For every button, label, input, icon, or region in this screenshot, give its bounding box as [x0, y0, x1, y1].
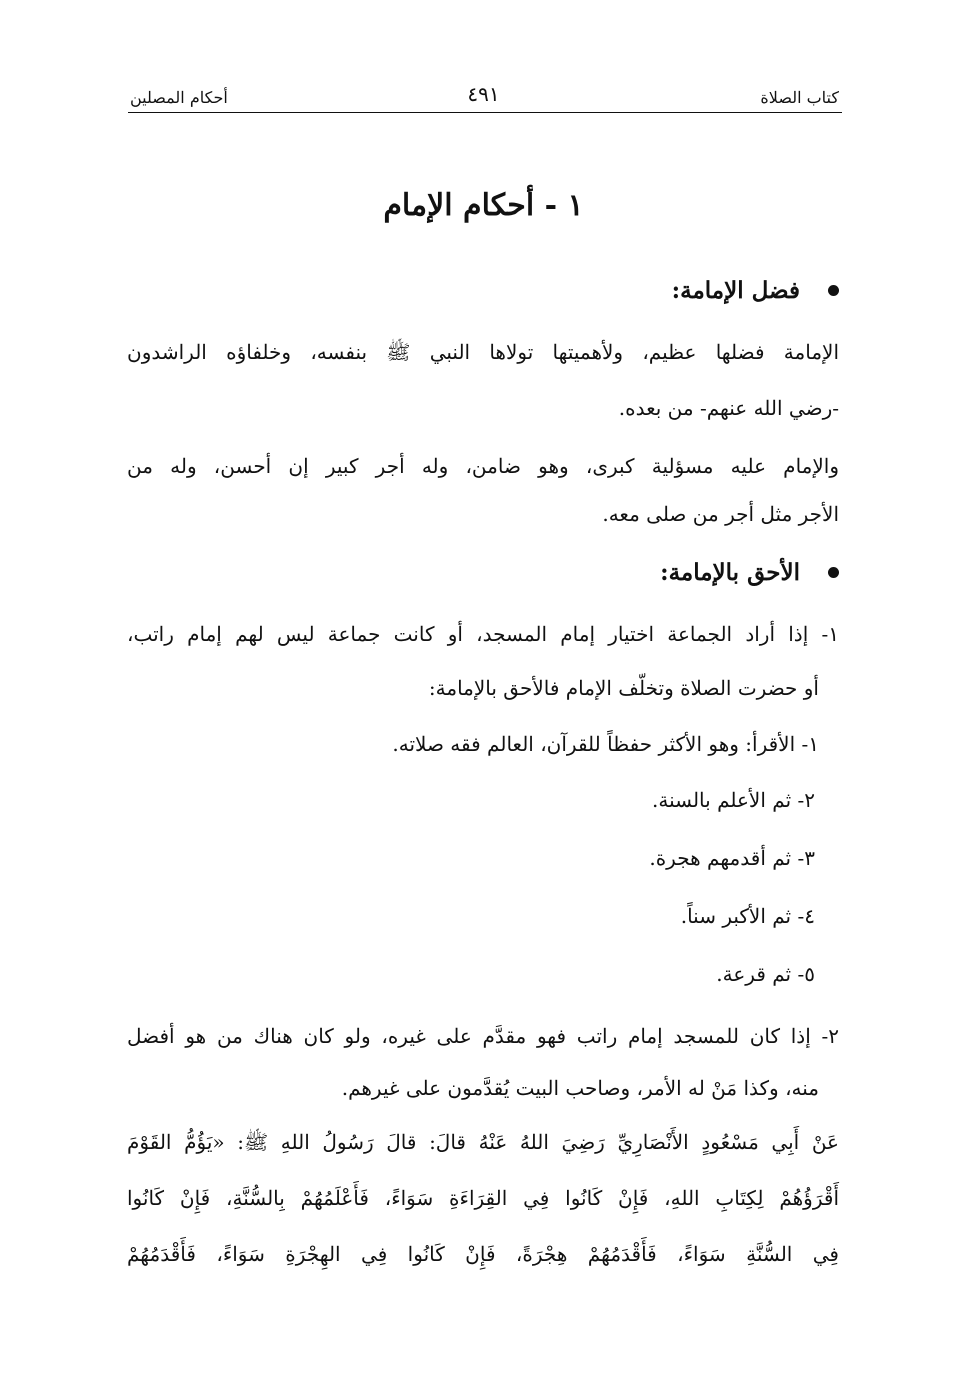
- hadith-line: عَنْ أَبِي مَسْعُودٍ الأَنْصَارِيِّ رَضِيَ اللهُ عَنْهُ قالَ: قالَ رَسُولُ اللهِ ﷺ: «يَؤُمُّ القَوْمَ: [127, 1130, 839, 1154]
- list-item: ١- إذا أراد الجماعة اختيار إمام المسجد، أو كانت جماعة ليس لهم إمام راتب،: [127, 622, 839, 646]
- section-heading-text: الأحق بالإمامة:: [660, 559, 800, 586]
- list-item: ٢- إذا كان للمسجد إمام راتب فهو مقدَّم على غيره، ولو كان هناك من هو أفضل: [127, 1024, 839, 1048]
- section-heading-text: فضل الإمامة:: [671, 277, 800, 304]
- paragraph-line: -رضي الله عنهم- من بعده.: [618, 396, 839, 420]
- chapter-title: ١ - أحكام الإمام: [383, 188, 584, 223]
- sub-list-item: ١- الأقرأ: وهو الأكثر حفظاً للقرآن، العالم فقه صلاته.: [392, 732, 819, 756]
- bullet-icon: [828, 567, 839, 578]
- sub-list-item: ٥- ثم قرعة.: [716, 962, 815, 986]
- hadith-line: أَقْرَؤُهُمْ لِكِتَابِ اللهِ، فَإِنْ كَانُوا فِي القِرَاءَةِ سَوَاءً، فَأَعْلَمُهُمْ بِالسُّنَّةِ، فَإِنْ كَانُوا: [127, 1186, 839, 1210]
- header-chapter-title: أحكام المصلين: [130, 88, 228, 107]
- paragraph-line: والإمام عليه مسؤلية كبرى، وهو ضامن، وله أجر كبير إن أحسن، وله من: [127, 454, 839, 478]
- sub-list-item: ٢- ثم الأعلم بالسنة.: [652, 788, 815, 812]
- sub-list-item: ٣- ثم أقدمهم هجرة.: [649, 846, 815, 870]
- header-rule: [128, 112, 842, 113]
- section-heading-most-entitled: [660, 556, 839, 590]
- sub-list-item: ٤- ثم الأكبر سناً.: [680, 904, 815, 928]
- paragraph-line: الإمامة فضلها عظيم، ولأهميتها تولاها النبي ﷺ بنفسه، وخلفاؤه الراشدون: [127, 340, 839, 364]
- list-item-continuation: منه، وكذا مَنْ له الأمر، وصاحب البيت يُقدَّمون على غيرهم.: [341, 1076, 819, 1100]
- page-number: ٤٩١: [467, 82, 500, 106]
- header-book-title: كتاب الصلاة: [760, 88, 839, 107]
- bullet-icon: [828, 285, 839, 296]
- list-item-continuation: أو حضرت الصلاة وتخلّف الإمام فالأحق بالإمامة:: [428, 676, 819, 700]
- section-heading-virtue: [672, 274, 839, 308]
- hadith-line: فِي السُّنَّةِ سَوَاءً، فَأَقْدَمُهُمْ هِجْرَةً، فَإِنْ كَانُوا فِي الهِجْرَةِ سَوَاءً، فَأَقْدَمُهُمْ: [127, 1242, 839, 1266]
- paragraph-line: الأجر مثل أجر من صلى معه.: [602, 502, 839, 526]
